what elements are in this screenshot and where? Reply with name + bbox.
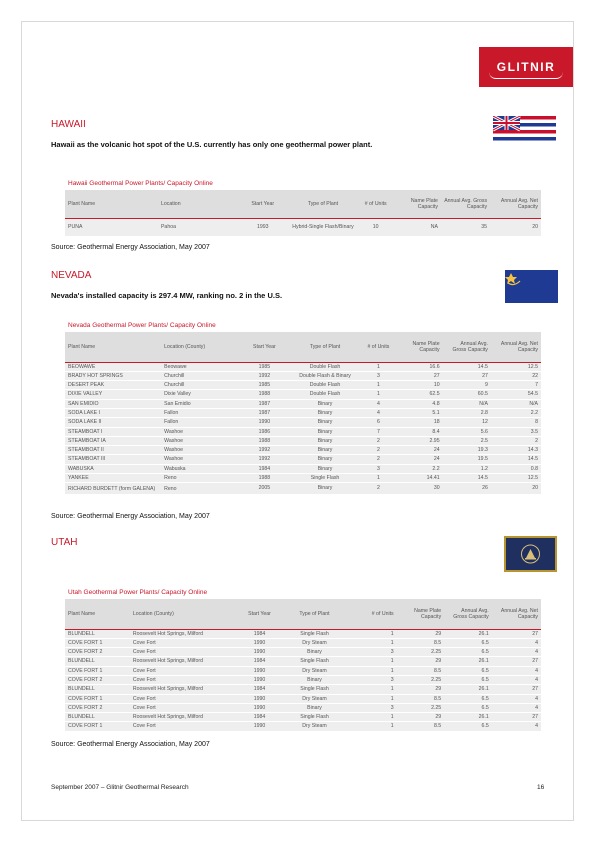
table-row [65, 381, 541, 390]
utah-source: Source: Geothermal Energy Association, May 2007 [51, 741, 210, 748]
cell-type: Binary [288, 418, 363, 427]
cell-plant: COVE FORT 1 [65, 722, 130, 731]
cell-type: Single Flash [275, 629, 354, 638]
hawaii-table-title: Hawaii Geothermal Power Plants/ Capacity Online [68, 180, 213, 187]
cell-net: 54.5 [491, 390, 541, 399]
cell-nameplate: 14.41 [394, 474, 442, 483]
cell-location: Roosevelt Hot Springs, Milford [130, 629, 244, 638]
table-row [65, 722, 541, 731]
nevada-table-title: Nevada Geothermal Power Plants/ Capacity Online [68, 322, 216, 329]
cell-units: 10 [360, 218, 392, 236]
cell-location: Cove Fort [130, 703, 244, 712]
cell-net: 7 [491, 381, 541, 390]
cell-year: 1992 [241, 371, 287, 380]
cell-type: Dry Steam [275, 722, 354, 731]
col-gross: Annual Avg. Gross Capacity [441, 190, 490, 218]
col-name-plate: Name Plate Capacity [397, 599, 445, 629]
cell-gross: 14.5 [443, 362, 491, 371]
col-location: Location [158, 190, 239, 218]
cell-net: 27 [492, 657, 541, 666]
cell-units: 1 [363, 474, 395, 483]
cell-year: 1987 [241, 399, 287, 408]
cell-type: Binary [288, 436, 363, 445]
cell-plant: SODA LAKE II [65, 418, 161, 427]
cell-year: 1987 [241, 408, 287, 417]
col-location-county: Location (County) [161, 332, 241, 362]
col-start-year: Start Year [241, 332, 287, 362]
hawaii-lede: Hawaii as the volcanic hot spot of the U.S. currently has only one geothermal power plant. [51, 140, 373, 149]
utah-table [65, 599, 541, 732]
cell-nameplate: 8.5 [397, 666, 445, 675]
cell-year: 1988 [241, 436, 287, 445]
cell-net: 4 [492, 648, 541, 657]
cell-nameplate: 2.25 [397, 648, 445, 657]
cell-units: 4 [363, 399, 395, 408]
cell-net: 20 [490, 218, 541, 236]
table-row [65, 446, 541, 455]
cell-location: Wabuska [161, 464, 241, 473]
cell-plant: COVE FORT 1 [65, 694, 130, 703]
cell-net: 20 [491, 483, 541, 494]
table-row [65, 408, 541, 417]
cell-year: 1990 [244, 675, 275, 684]
nevada-table [65, 332, 541, 495]
cell-year: 1988 [241, 474, 287, 483]
cell-location: Washoe [161, 427, 241, 436]
cell-type: Binary [275, 648, 354, 657]
cell-nameplate: 2.25 [397, 675, 445, 684]
utah-flag-icon [504, 536, 557, 572]
cell-year: 1985 [241, 362, 287, 371]
cell-units: 1 [363, 390, 395, 399]
cell-units: 1 [363, 381, 395, 390]
cell-type: Dry Steam [275, 666, 354, 675]
cell-nameplate: 29 [397, 685, 445, 694]
cell-nameplate: 62.5 [394, 390, 442, 399]
table-row [65, 648, 541, 657]
table-row [65, 638, 541, 647]
cell-type: Double Flash & Binary [288, 371, 363, 380]
cell-plant: SAN EMIDIO [65, 399, 161, 408]
cell-plant: COVE FORT 2 [65, 703, 130, 712]
col-plant-name: Plant Name [65, 332, 161, 362]
cell-plant: BLUNDELL [65, 629, 130, 638]
cell-units: 1 [354, 713, 397, 722]
section-title-utah: UTAH [51, 537, 78, 548]
cell-units: 3 [363, 464, 395, 473]
cell-net: 4 [492, 675, 541, 684]
cell-plant: COVE FORT 2 [65, 648, 130, 657]
cell-location: Roosevelt Hot Springs, Milford [130, 713, 244, 722]
table-row [65, 399, 541, 408]
hawaii-flag-icon [493, 116, 556, 144]
cell-gross: 6.5 [444, 648, 492, 657]
cell-gross: 26 [443, 483, 491, 494]
cell-gross: 19.5 [443, 455, 491, 464]
col-gross: Annual Avg. Gross Capacity [444, 599, 492, 629]
table-row [65, 371, 541, 380]
cell-plant: BLUNDELL [65, 685, 130, 694]
cell-gross: 35 [441, 218, 490, 236]
footer-text: September 2007 – Glitnir Geothermal Research [51, 784, 189, 791]
col-start-year: Start Year [239, 190, 286, 218]
cell-plant: STEAMBOAT IA [65, 436, 161, 445]
cell-year: 1984 [244, 713, 275, 722]
cell-gross: 6.5 [444, 675, 492, 684]
cell-year: 1990 [244, 638, 275, 647]
cell-nameplate: 10 [394, 381, 442, 390]
cell-net: 2.2 [491, 408, 541, 417]
nevada-lede: Nevada's installed capacity is 297.4 MW, ranking no. 2 in the U.S. [51, 291, 283, 300]
table-row [65, 629, 541, 638]
cell-plant: COVE FORT 1 [65, 638, 130, 647]
table-row [65, 455, 541, 464]
cell-units: 3 [354, 648, 397, 657]
cell-plant: WABUSKA [65, 464, 161, 473]
cell-location: Roosevelt Hot Springs, Milford [130, 657, 244, 666]
hawaii-source: Source: Geothermal Energy Association, May 2007 [51, 244, 210, 251]
cell-plant: STEAMBOAT III [65, 455, 161, 464]
cell-plant: YANKEE [65, 474, 161, 483]
cell-nameplate: 8.5 [397, 722, 445, 731]
cell-units: 2 [363, 436, 395, 445]
cell-gross: 6.5 [444, 638, 492, 647]
cell-year: 1990 [244, 722, 275, 731]
cell-gross: 6.5 [444, 666, 492, 675]
col-units: # of Units [354, 599, 397, 629]
cell-units: 1 [354, 666, 397, 675]
cell-plant: BLUNDELL [65, 713, 130, 722]
cell-plant: RICHARD BURDETT (form GALENA) [65, 483, 161, 494]
cell-units: 3 [354, 703, 397, 712]
cell-nameplate: 2.2 [394, 464, 442, 473]
cell-units: 1 [354, 629, 397, 638]
cell-units: 2 [363, 446, 395, 455]
col-start-year: Start Year [244, 599, 275, 629]
cell-gross: 26.1 [444, 657, 492, 666]
cell-units: 1 [354, 685, 397, 694]
cell-plant: STEAMBOAT I [65, 427, 161, 436]
cell-net: 4 [492, 638, 541, 647]
col-net: Annual Avg. Net Capacity [492, 599, 541, 629]
cell-type: Binary [288, 446, 363, 455]
cell-plant: PUNA [65, 218, 158, 236]
cell-net: 27 [492, 685, 541, 694]
cell-location: Fallon [161, 408, 241, 417]
cell-net: 4 [492, 722, 541, 731]
cell-type: Double Flash [288, 362, 363, 371]
cell-year: 1988 [241, 390, 287, 399]
cell-type: Single Flash [275, 713, 354, 722]
cell-year: 1984 [244, 657, 275, 666]
cell-net: 27 [492, 713, 541, 722]
logo-swoosh [489, 72, 563, 79]
col-name-plate: Name Plate Capacity [392, 190, 441, 218]
cell-units: 1 [354, 657, 397, 666]
col-net: Annual Avg. Net Capacity [490, 190, 541, 218]
cell-gross: 6.5 [444, 694, 492, 703]
cell-net: 4 [492, 694, 541, 703]
cell-location: Cove Fort [130, 638, 244, 647]
col-type: Type of Plant [275, 599, 354, 629]
cell-nameplate: 27 [394, 371, 442, 380]
cell-location: Cove Fort [130, 694, 244, 703]
cell-type: Dry Steam [275, 694, 354, 703]
cell-nameplate: 5.1 [394, 408, 442, 417]
cell-year: 1984 [244, 629, 275, 638]
cell-year: 1990 [244, 648, 275, 657]
cell-location: Washoe [161, 436, 241, 445]
cell-gross: N/A [443, 399, 491, 408]
cell-gross: 2.8 [443, 408, 491, 417]
table-row [65, 427, 541, 436]
cell-gross: 9 [443, 381, 491, 390]
cell-type: Double Flash [288, 381, 363, 390]
cell-nameplate: 2.95 [394, 436, 442, 445]
cell-plant: BLUNDELL [65, 657, 130, 666]
cell-type: Binary [275, 675, 354, 684]
table-row [65, 218, 541, 236]
nevada-table-body [65, 362, 541, 494]
cell-gross: 14.5 [443, 474, 491, 483]
cell-gross: 6.5 [444, 703, 492, 712]
cell-plant: STEAMBOAT II [65, 446, 161, 455]
cell-location: Fallon [161, 418, 241, 427]
cell-location: San Emidio [161, 399, 241, 408]
page-number: 16 [537, 784, 545, 791]
cell-type: Binary [288, 464, 363, 473]
cell-type: Binary [288, 399, 363, 408]
cell-units: 3 [363, 371, 395, 380]
cell-nameplate: NA [392, 218, 441, 236]
cell-gross: 26.1 [444, 685, 492, 694]
utah-table-title: Utah Geothermal Power Plants/ Capacity Online [68, 589, 208, 596]
cell-gross: 26.1 [444, 713, 492, 722]
cell-location: Beowawe [161, 362, 241, 371]
cell-nameplate: 29 [397, 713, 445, 722]
cell-plant: BRADY HOT SPRINGS [65, 371, 161, 380]
cell-year: 1990 [244, 694, 275, 703]
table-row [65, 474, 541, 483]
col-location-county: Location (County) [130, 599, 244, 629]
cell-location: Dixie Valley [161, 390, 241, 399]
section-title-nevada: NEVADA [51, 270, 92, 281]
cell-nameplate: 8.5 [397, 694, 445, 703]
cell-type: Single Flash [288, 474, 363, 483]
section-title-hawaii: HAWAII [51, 119, 86, 130]
table-row [65, 713, 541, 722]
cell-year: 1990 [244, 703, 275, 712]
cell-units: 1 [354, 638, 397, 647]
hawaii-table [65, 190, 541, 237]
cell-units: 1 [354, 722, 397, 731]
cell-plant: BEOWAWE [65, 362, 161, 371]
cell-nameplate: 24 [394, 446, 442, 455]
cell-gross: 19.3 [443, 446, 491, 455]
col-type: Type of Plant [288, 332, 363, 362]
col-plant-name: Plant Name [65, 190, 158, 218]
cell-gross: 2.5 [443, 436, 491, 445]
table-row [65, 464, 541, 473]
cell-location: Reno [161, 483, 241, 494]
cell-nameplate: 29 [397, 629, 445, 638]
logo-text: GLITNIR [496, 60, 556, 74]
cell-location: Cove Fort [130, 675, 244, 684]
cell-net: 2 [491, 436, 541, 445]
table-row [65, 390, 541, 399]
cell-type: Single Flash [275, 685, 354, 694]
cell-plant: DIXIE VALLEY [65, 390, 161, 399]
cell-year: 1984 [244, 685, 275, 694]
table-row [65, 362, 541, 371]
cell-plant: DESERT PEAK [65, 381, 161, 390]
cell-net: 8 [491, 418, 541, 427]
cell-nameplate: 8.5 [397, 638, 445, 647]
table-row [65, 483, 541, 494]
cell-year: 1993 [239, 218, 286, 236]
cell-type: Single Flash [275, 657, 354, 666]
cell-type: Binary [288, 427, 363, 436]
col-name-plate: Name Plate Capacity [394, 332, 442, 362]
cell-year: 2005 [241, 483, 287, 494]
cell-net: 4 [492, 666, 541, 675]
cell-gross: 5.6 [443, 427, 491, 436]
cell-year: 1984 [241, 464, 287, 473]
cell-type: Double Flash [288, 390, 363, 399]
cell-nameplate: 4.8 [394, 399, 442, 408]
cell-units: 7 [363, 427, 395, 436]
table-row [65, 694, 541, 703]
cell-nameplate: 16.6 [394, 362, 442, 371]
cell-plant: COVE FORT 2 [65, 675, 130, 684]
table-row [65, 657, 541, 666]
col-units: # of Units [360, 190, 392, 218]
glitnir-logo [479, 47, 573, 87]
table-row [65, 703, 541, 712]
cell-type: Binary [288, 483, 363, 494]
cell-nameplate: 29 [397, 657, 445, 666]
cell-year: 1992 [241, 446, 287, 455]
cell-location: Reno [161, 474, 241, 483]
cell-units: 4 [363, 408, 395, 417]
cell-nameplate: 2.25 [397, 703, 445, 712]
cell-units: 2 [363, 455, 395, 464]
table-row [65, 666, 541, 675]
cell-location: Roosevelt Hot Springs, Milford [130, 685, 244, 694]
col-type: Type of Plant [286, 190, 359, 218]
cell-location: Pahoa [158, 218, 239, 236]
cell-net: N/A [491, 399, 541, 408]
cell-net: 12.5 [491, 474, 541, 483]
cell-net: 27 [492, 629, 541, 638]
nevada-source: Source: Geothermal Energy Association, May 2007 [51, 513, 210, 520]
cell-type: Dry Steam [275, 638, 354, 647]
cell-nameplate: 8.4 [394, 427, 442, 436]
col-net: Annual Avg. Net Capacity [491, 332, 541, 362]
cell-gross: 6.5 [444, 722, 492, 731]
cell-type: Binary [288, 408, 363, 417]
cell-gross: 1.2 [443, 464, 491, 473]
cell-year: 1985 [241, 381, 287, 390]
utah-table-body [65, 629, 541, 731]
cell-year: 1990 [244, 666, 275, 675]
cell-location: Cove Fort [130, 722, 244, 731]
cell-year: 1986 [241, 427, 287, 436]
cell-year: 1990 [241, 418, 287, 427]
nevada-flag-icon [505, 270, 558, 303]
cell-net: 4 [492, 703, 541, 712]
cell-gross: 27 [443, 371, 491, 380]
cell-type: Hybrid-Single Flash/Binary [286, 218, 359, 236]
cell-units: 1 [363, 362, 395, 371]
cell-net: 0.8 [491, 464, 541, 473]
cell-location: Cove Fort [130, 666, 244, 675]
cell-units: 6 [363, 418, 395, 427]
cell-nameplate: 30 [394, 483, 442, 494]
cell-net: 14.5 [491, 455, 541, 464]
cell-net: 3.5 [491, 427, 541, 436]
table-row [65, 685, 541, 694]
cell-location: Washoe [161, 446, 241, 455]
cell-nameplate: 18 [394, 418, 442, 427]
cell-location: Washoe [161, 455, 241, 464]
cell-net: 14.3 [491, 446, 541, 455]
cell-units: 1 [354, 694, 397, 703]
cell-type: Binary [288, 455, 363, 464]
cell-plant: COVE FORT 1 [65, 666, 130, 675]
cell-gross: 12 [443, 418, 491, 427]
cell-nameplate: 24 [394, 455, 442, 464]
table-row [65, 675, 541, 684]
col-units: # of Units [363, 332, 395, 362]
col-plant-name: Plant Name [65, 599, 130, 629]
cell-plant: SODA LAKE I [65, 408, 161, 417]
cell-type: Binary [275, 703, 354, 712]
cell-units: 2 [363, 483, 395, 494]
cell-net: 12.5 [491, 362, 541, 371]
cell-gross: 26.1 [444, 629, 492, 638]
cell-location: Churchill [161, 381, 241, 390]
cell-gross: 60.5 [443, 390, 491, 399]
table-row [65, 436, 541, 445]
cell-location: Cove Fort [130, 648, 244, 657]
cell-net: 22 [491, 371, 541, 380]
cell-location: Churchill [161, 371, 241, 380]
table-row [65, 418, 541, 427]
cell-units: 3 [354, 675, 397, 684]
col-gross: Annual Avg. Gross Capacity [443, 332, 491, 362]
cell-year: 1992 [241, 455, 287, 464]
